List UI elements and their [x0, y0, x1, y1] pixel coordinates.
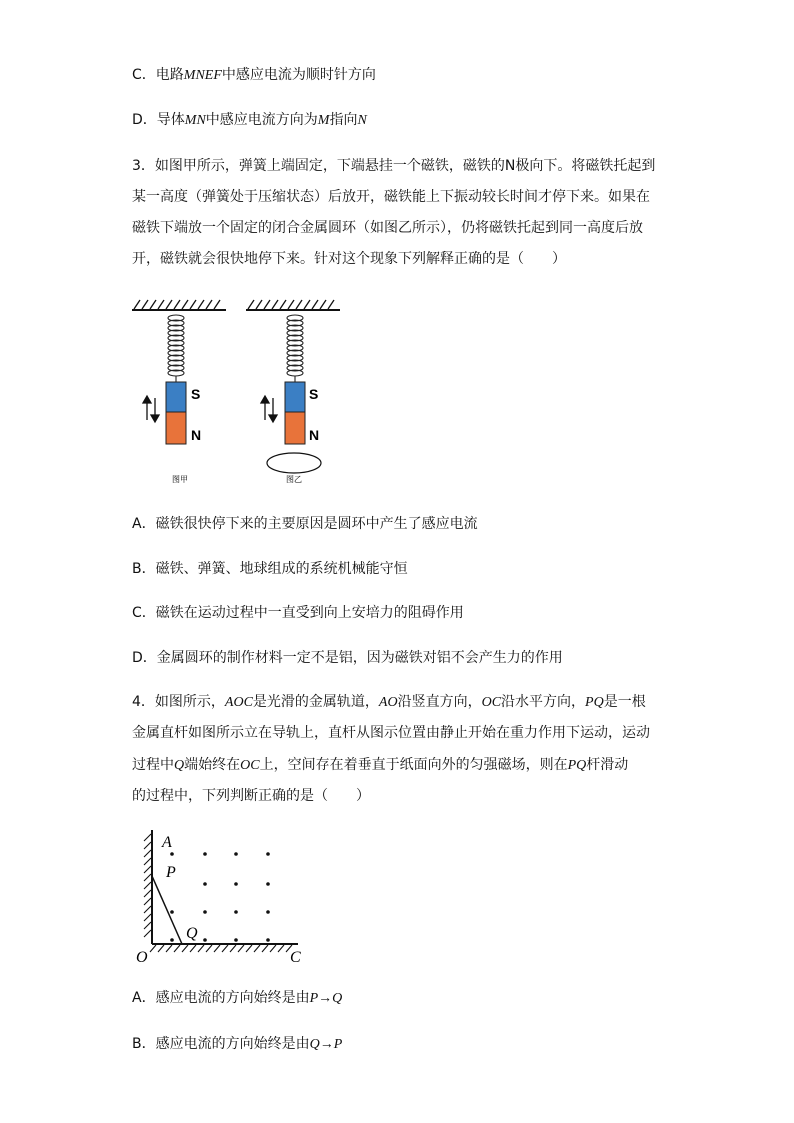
q3-stem-line-4: 开，磁铁就会很快地停下来。针对这个现象下列解释正确的是（ ） [132, 251, 566, 267]
q3-option-b: B．磁铁、弹簧、地球组成的系统机械能守恒 [132, 561, 408, 577]
caption-figure-yi: 图乙 [286, 475, 302, 484]
q4-stem-line-1: 4．如图所示，AOC是光滑的金属轨道，AO沿竖直方向，OC沿水平方向，PQ是一根 [132, 694, 646, 710]
q4-option-a: A．感应电流的方向始终是由P→Q [132, 990, 343, 1006]
q3-stem-line-1: 3．如图甲所示，弹簧上端固定，下端悬挂一个磁铁，磁铁的N极向下。将磁铁托起到 [132, 158, 656, 174]
spring-left [168, 315, 184, 382]
q2-option-c: C．电路MNEF中感应电流为顺时针方向 [132, 67, 376, 83]
ceiling-left [132, 300, 226, 310]
label-q: Q [186, 925, 198, 942]
q4-stem-line-4: 的过程中，下列判断正确的是（ ） [132, 788, 370, 804]
magnet-left-south [166, 382, 186, 412]
q3-magnet-spring-figure [128, 296, 348, 492]
q4-stem-line-2: 金属直杆如图所示立在导轨上，直杆从图示位置由静止开始在重力作用下运动，运动 [132, 725, 650, 741]
q3-stem-line-3: 磁铁下端放一个固定的闭合金属圆环（如图乙所示），仍将磁铁托起到同一高度后放 [132, 220, 643, 236]
pole-label-n-right: N [309, 427, 320, 443]
q3-stem-line-2: 某一高度（弹簧处于压缩状态）后放开，磁铁能上下振动较长时间才停下来。如果在 [132, 189, 650, 205]
oscillation-arrows-left [143, 396, 159, 422]
ceiling-right [246, 300, 340, 310]
q2-option-d: D．导体MN中感应电流方向为M指向N [132, 112, 367, 128]
oscillation-arrows-right [261, 396, 277, 422]
magnet-right-north [285, 412, 305, 444]
magnet-left-north [166, 412, 186, 444]
label-o: O [136, 949, 148, 966]
pole-label-s-right: S [309, 386, 319, 402]
rod-pq [152, 876, 182, 944]
rail-ao [144, 830, 152, 944]
pole-label-s-left: S [191, 386, 201, 402]
caption-figure-jia: 图甲 [172, 475, 188, 484]
spring-right [287, 315, 303, 382]
pole-label-n-left: N [191, 427, 202, 443]
label-p: P [166, 864, 176, 881]
q3-option-d: D．金属圆环的制作材料一定不是铝，因为磁铁对铝不会产生力的作用 [132, 650, 563, 666]
rail-oc [150, 944, 298, 952]
q4-option-b: B．感应电流的方向始终是由Q→P [132, 1036, 343, 1052]
q4-rail-figure [130, 826, 314, 968]
q3-option-a: A．磁铁很快停下来的主要原因是圆环中产生了感应电流 [132, 516, 478, 532]
q4-stem-line-3: 过程中Q端始终在OC上，空间存在着垂直于纸面向外的匀强磁场，则在PQ杆滑动 [132, 757, 629, 773]
magnet-right-south [285, 382, 305, 412]
metal-ring [267, 453, 321, 473]
label-c: C [290, 949, 301, 966]
label-a: A [162, 834, 172, 851]
q3-option-c: C．磁铁在运动过程中一直受到向上安培力的阻碍作用 [132, 605, 464, 621]
